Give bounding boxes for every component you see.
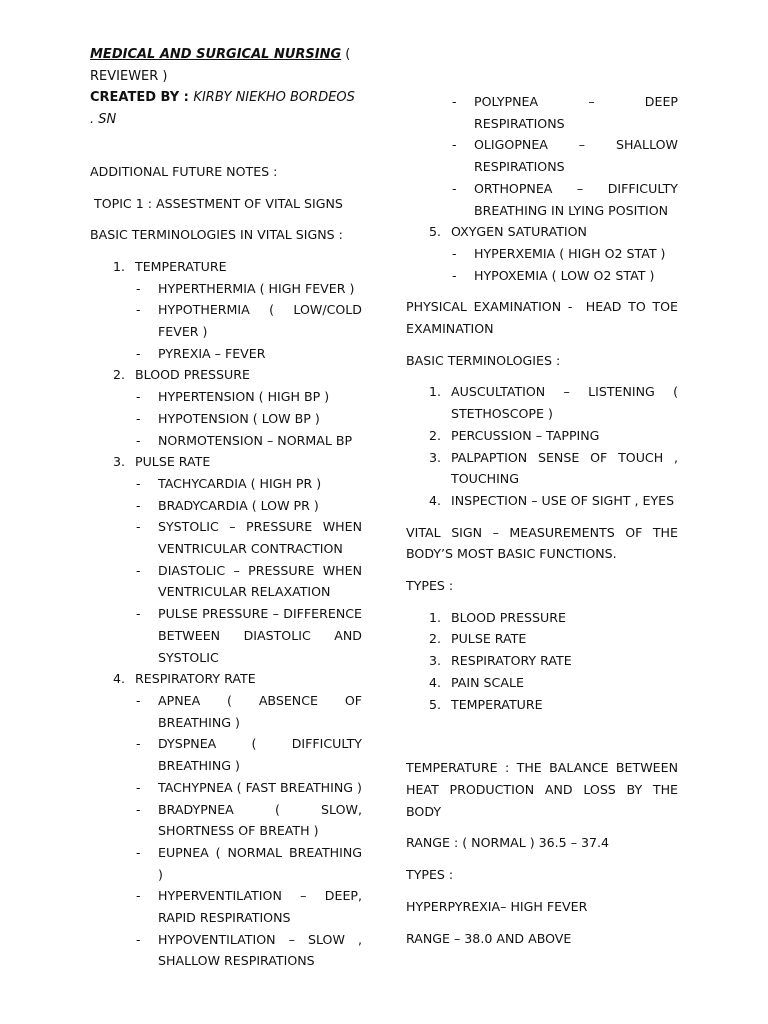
oxygen-saturation-list [406,221,678,286]
list-item: - HYPOTHERMIA ( LOW/COLD FEVER ) [136,302,362,340]
item-text: PALPAPTION SENSE OF TOUCH , TOUCHING [451,449,678,487]
list-item: - PULSE PRESSURE – DIFFERENCE BETWEEN DIASTOLIC AND SYSTOLIC [136,606,362,665]
list-item [406,607,678,629]
item-text: PULSE RATE [451,631,527,647]
item-text: PYREXIA – FEVER [158,345,266,361]
item-text: HYPOTENSION ( LOW BP ) [158,410,320,426]
item-text: DYSPNEA ( DIFFICULTY BREATHING ) [158,736,362,774]
sub-list [90,278,362,365]
sub-list [90,690,362,972]
list-number: 2. [429,631,442,647]
list-number: 4. [429,492,442,508]
list-item: - SYSTOLIC – PRESSURE WHEN VENTRICULAR CONTRACTION [136,519,362,557]
list-item: - POLYPNEA – DEEP RESPIRATIONS [452,94,678,131]
item-text: OLIGOPNEA – SHALLOW RESPIRATIONS [474,137,678,175]
list-item [406,447,678,490]
notes-heading: ADDITIONAL FUTURE NOTES : [90,163,278,179]
list-item: - TACHYCARDIA ( HIGH PR ) [136,475,322,491]
temperature-definition: TEMPERATURE : THE BALANCE BETWEEN HEAT PRODUCTION AND LOSS BY THE BODY [406,760,678,819]
vital-sign-types-list [406,607,678,716]
item-text: PULSE PRESSURE – DIFFERENCE BETWEEN DIASTOLIC AND SYSTOLIC [158,606,362,665]
item-text: RESPIRATORY RATE [451,653,572,669]
list-item: - HYPERTENSION ( HIGH BP ) [136,389,330,405]
list-item: - HYPOXEMIA ( LOW O2 STAT ) [452,267,655,283]
list-number: 1. [113,258,126,274]
list-item [406,490,678,512]
list-item [406,221,678,286]
list-item [90,451,362,668]
document-title [90,44,362,87]
item-text: POLYPNEA – DEEP RESPIRATIONS [474,94,678,131]
list-number: 1. [429,609,442,625]
section-label: PULSE RATE [135,454,211,470]
list-number: 4. [429,674,442,690]
respiratory-continued-list [406,91,678,221]
list-number: 3. [429,653,442,669]
list-item: - BRADYPNEA ( SLOW, SHORTNESS OF BREATH ) [136,801,362,839]
item-text: INSPECTION – USE OF SIGHT , EYES [451,492,675,508]
list-item [90,364,362,451]
basic-terms-heading: BASIC TERMINOLOGIES : [406,352,561,368]
list-item [406,694,678,716]
list-item [406,650,678,672]
list-item: - EUPNEA ( NORMAL BREATHING ) [136,844,362,882]
author-line [90,87,362,130]
left-column [90,0,362,972]
item-text: PAIN SCALE [451,674,524,690]
sub-list [90,386,362,451]
types-heading-2: TYPES : [406,867,454,883]
item-text: NORMOTENSION – NORMAL BP [158,432,353,448]
author-name: KIRBY NIEKHO BORDEOS . SN [90,90,355,128]
topic-heading: TOPIC 1 : ASSESTMENT OF VITAL SIGNS [90,195,343,211]
item-text: HYPERTHERMIA ( HIGH FEVER ) [158,280,355,296]
normal-range: RANGE : ( NORMAL ) 36.5 – 37.4 [406,835,610,851]
list-item [406,628,678,650]
list-number: 5. [429,224,442,240]
item-text: HYPOXEMIA ( LOW O2 STAT ) [474,267,655,283]
list-item: - APNEA ( ABSENCE OF BREATHING ) [136,692,362,730]
hyperpyrexia-term: HYPERPYREXIA– HIGH FEVER [406,898,588,914]
list-item: - DYSPNEA ( DIFFICULTY BREATHING ) [136,736,362,774]
list-item [406,425,678,447]
list-item [406,672,678,694]
item-text: SYSTOLIC – PRESSURE WHEN VENTRICULAR CONTRACTION [158,519,362,557]
item-text: TEMPERATURE [451,696,543,712]
types-heading: TYPES : [406,578,454,594]
section-label: TEMPERATURE [135,258,227,274]
title-main: MEDICAL AND SURGICAL NURSING [90,47,342,62]
list-item [90,668,362,972]
item-text: AUSCULTATION – LISTENING ( STETHOSCOPE ) [451,384,678,422]
list-item: - TACHYPNEA ( FAST BREATHING ) [136,779,362,795]
item-text: TACHYPNEA ( FAST BREATHING ) [158,779,362,795]
item-text: HYPOVENTILATION – SLOW , SHALLOW RESPIRATIONS [158,931,362,969]
section-label: OXYGEN SATURATION [451,224,587,240]
item-text: BRADYCARDIA ( LOW PR ) [158,497,319,513]
list-item: - PYREXIA – FEVER [136,345,266,361]
list-item: - HYPOVENTILATION – SLOW , SHALLOW RESPIRATIONS [136,931,362,969]
item-text: BLOOD PRESSURE [451,609,566,625]
list-item: - HYPOTENSION ( LOW BP ) [136,410,320,426]
list-number: 4. [113,671,126,687]
list-number: 2. [429,427,442,443]
list-item [406,381,678,424]
author-prefix: CREATED BY : [90,90,194,106]
section-label: BLOOD PRESSURE [135,367,250,383]
list-item: - HYPERXEMIA ( HIGH O2 STAT ) [452,245,666,261]
item-text: HYPERTENSION ( HIGH BP ) [158,389,330,405]
section-label: RESPIRATORY RATE [135,671,256,687]
item-text: HYPERXEMIA ( HIGH O2 STAT ) [474,245,666,261]
vital-sign-definition: VITAL SIGN – MEASUREMENTS OF THE BODY’S MOST BASIC FUNCTIONS. [406,524,678,562]
item-text: DIASTOLIC – PRESSURE WHEN VENTRICULAR RELAXATION [158,562,362,600]
list-item: - HYPERVENTILATION – DEEP, RAPID RESPIRATIONS [136,888,362,926]
list-item: - ORTHOPNEA – DIFFICULTY BREATHING IN LYING POSITION [452,180,678,218]
item-text: EUPNEA ( NORMAL BREATHING ) [158,844,362,882]
title-suffix: ( REVIEWER ) [90,47,351,84]
item-text: PERCUSSION – TAPPING [451,427,600,443]
terms-heading: BASIC TERMINOLOGIES IN VITAL SIGNS : [90,227,343,243]
list-item: - BRADYCARDIA ( LOW PR ) [136,497,319,513]
list-number: 3. [113,454,126,470]
list-item: - NORMOTENSION – NORMAL BP [136,432,353,448]
item-text: BRADYPNEA ( SLOW, SHORTNESS OF BREATH ) [158,801,362,839]
list-number: 3. [429,449,442,465]
item-text: ORTHOPNEA – DIFFICULTY BREATHING IN LYING POSITION [474,180,678,218]
item-text: TACHYCARDIA ( HIGH PR ) [158,475,322,491]
right-column [406,0,683,949]
vital-sign-terms-list [90,256,362,972]
list-item: - HYPERTHERMIA ( HIGH FEVER ) [136,280,355,296]
list-number: 2. [113,367,126,383]
list-number: 5. [429,696,442,712]
sub-list [90,473,362,668]
item-text: APNEA ( ABSENCE OF BREATHING ) [158,692,362,730]
list-item [90,256,362,365]
physical-exam-heading: PHYSICAL EXAMINATION - HEAD TO TOE EXAMINATION [406,299,683,337]
list-item: - OLIGOPNEA – SHALLOW RESPIRATIONS [452,137,678,175]
exam-terms-list [406,381,678,511]
sub-list [406,243,678,286]
list-item: - DIASTOLIC – PRESSURE WHEN VENTRICULAR RELAXATION [136,562,362,600]
item-text: HYPOTHERMIA ( LOW/COLD FEVER ) [158,302,362,340]
item-text: HYPERVENTILATION – DEEP, RAPID RESPIRATIONS [158,888,362,926]
list-number: 1. [429,384,442,400]
high-range: RANGE – 38.0 AND ABOVE [406,930,572,946]
